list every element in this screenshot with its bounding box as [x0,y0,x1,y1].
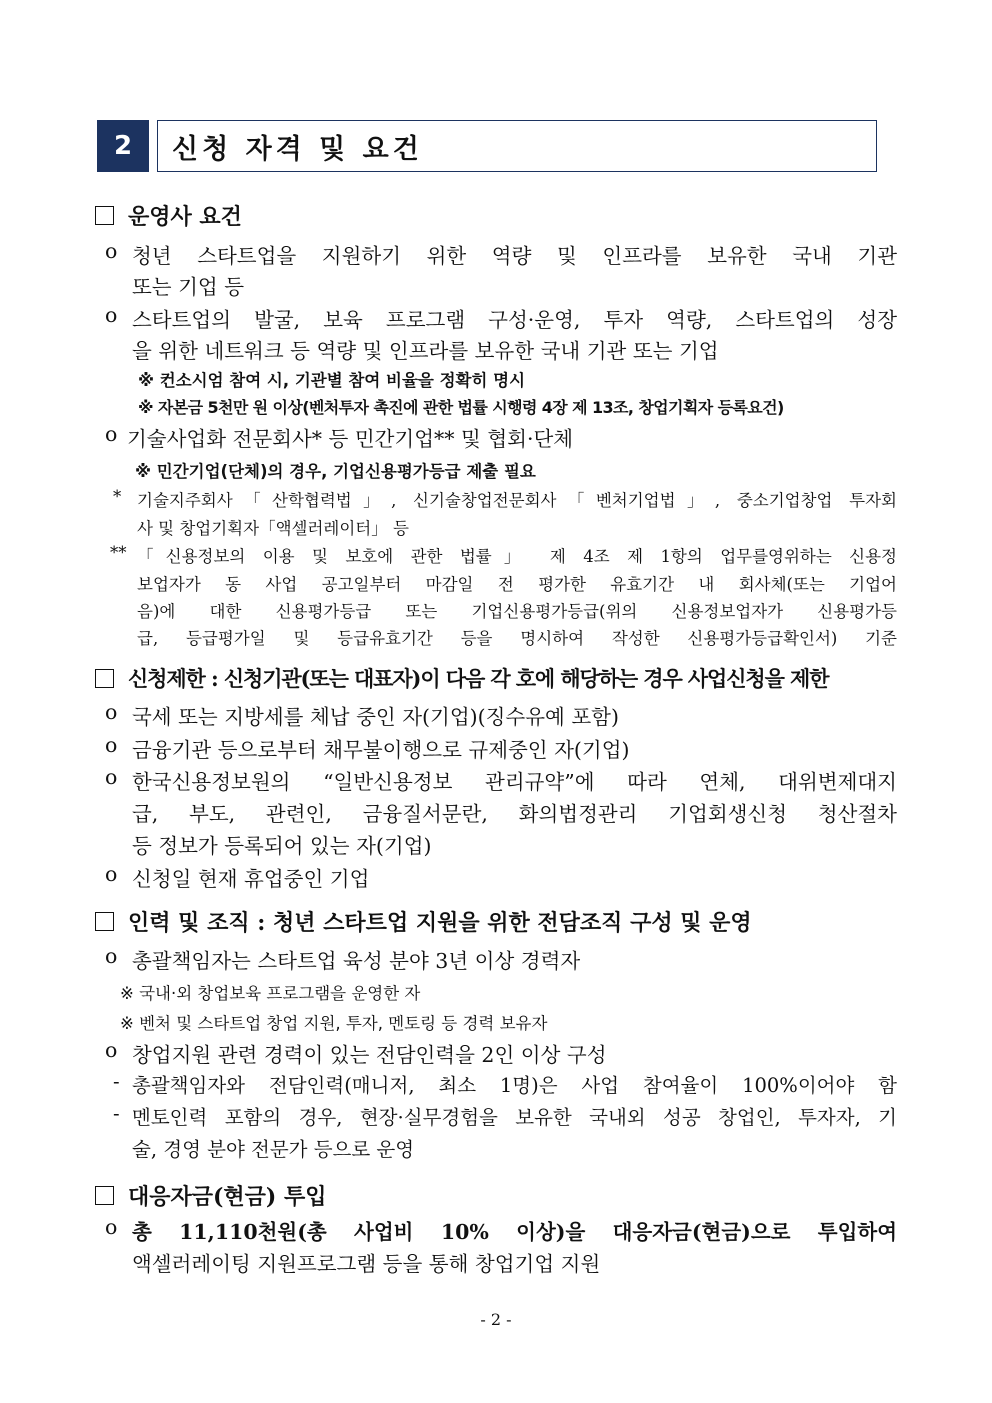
checkbox-square-icon [95,912,114,931]
subsection-application-restrictions [95,663,828,693]
bullet-text: 급, 부도, 관련인, 금융질서문란, 화의법정관리 기업회생신청 청산절차 [132,802,897,826]
subsection-operator-requirements [95,200,242,231]
footnote-marker: ** [110,543,127,562]
bullet-text: 창업지원 관련 경력이 있는 전담인력을 2인 이상 구성 [132,1043,607,1067]
subsection-matching-funds [95,1180,327,1211]
bullet-text: 국세 또는 지방세를 체납 중인 자(기업)(징수유예 포함) [132,705,619,729]
checkbox-square-icon [95,669,114,688]
section-header [97,120,877,172]
page-number: - 2 - [480,1310,512,1329]
dash-text: 술, 경영 분야 전문가 등으로 운영 [132,1138,415,1161]
dash-marker: - [113,1070,120,1093]
dash-marker: - [113,1102,120,1125]
footnote-marker: * [113,487,122,506]
bullet-text: 또는 기업 등 [132,275,245,299]
subsection-title: 대응자금(현금) 투입 [128,1184,327,1210]
bullet-marker: o [105,1215,118,1239]
note-line: ※ 자본금 5천만 원 이상(벤처투자 촉진에 관한 법률 시행령 4장 제 13조, 창업기획자 등록요건) [138,398,784,417]
note-line: ※ 민간기업(단체)의 경우, 기업신용평가등급 제출 필요 [135,462,536,481]
bullet-marker: o [105,862,118,886]
bullet-marker: o [105,700,118,724]
bullet-text: 총괄책임자는 스타트업 육성 분야 3년 이상 경력자 [132,949,581,973]
checkbox-square-icon [95,206,114,225]
bullet-text: 액셀러레이팅 지원프로그램 등을 통해 창업기업 지원 [132,1252,601,1276]
footnote-text: 급, 등급평가일 및 등급유효기간 등을 명시하여 작성한 신용평가등급확인서) 기준 [137,629,897,648]
note-line: ※ 벤처 및 스타트업 창업 지원, 투자, 멘토링 등 경력 보유자 [120,1014,548,1033]
bullet-text: 등 정보가 등록되어 있는 자(기업) [132,834,432,858]
footnote-text: 음)에 대한 신용평가등급 또는 기업신용평가등급(위의 신용정보업자가 신용평가등 [137,602,897,621]
bullet-marker: o [105,765,118,789]
bullet-marker: o [105,239,118,263]
bullet-text: 총 11,110천원(총 사업비 10% 이상)을 대응자금(현금)으로 투입하여 [132,1220,897,1244]
bullet-marker: o [105,303,118,327]
bullet-text: 을 위한 네트워크 등 역량 및 인프라를 보유한 국내 기관 또는 기업 [132,339,719,363]
bullet-marker: o [105,422,118,446]
bullet-marker: o [105,733,118,757]
subsection-title: 운영사 요건 [128,204,242,230]
footnote-text: 기술지주회사「산학협력법」, 신기술창업전문회사「벤처기업법」, 중소기업창업 투자회 [137,491,897,510]
subsection-title: 인력 및 조직 : 청년 스타트업 지원을 위한 전담조직 구성 및 운영 [128,910,752,936]
bullet-text: 금융기관 등으로부터 채무불이행으로 규제중인 자(기업) [132,738,630,762]
subsection-title: 신청제한 : 신청기관(또는 대표자)이 다음 각 호에 해당하는 경우 사업신청을 제한 [128,666,829,691]
section-title-box [157,120,877,172]
section-number-badge: 2 [97,120,149,172]
bullet-text: 스타트업의 발굴, 보육 프로그램 구성·운영, 투자 역량, 스타트업의 성장 [132,308,897,332]
section-title: 신청 자격 및 요건 [172,133,423,165]
dash-text: 멘토인력 포함의 경우, 현장·실무경험을 보유한 국내외 성공 창업인, 투자자, 기 [132,1106,897,1129]
bullet-text: 청년 스타트업을 지원하기 위한 역량 및 인프라를 보유한 국내 기관 [132,244,897,268]
note-line: ※ 국내·외 창업보육 프로그램을 운영한 자 [120,984,421,1003]
subsection-staff-organization [95,906,752,937]
bullet-marker: o [105,944,118,968]
note-line: ※ 컨소시엄 참여 시, 기관별 참여 비율을 정확히 명시 [138,371,526,390]
bullet-text: 기술사업화 전문회사* 등 민간기업** 및 협회·단체 [127,427,574,451]
footnote-text: 사 및 창업기획자「액셀러레이터」 등 [137,519,409,538]
footnote-text: 「신용정보의 이용 및 보호에 관한 법률」 제 4조 제 1항의 업무를영위하는 신용정 [137,547,897,566]
dash-text: 총괄책임자와 전담인력(매니저, 최소 1명)은 사업 참여율이 100%이어야 함 [132,1074,897,1097]
bullet-text: 한국신용정보원의 “일반신용정보 관리규약”에 따라 연체, 대위변제대지 [132,770,897,794]
bullet-marker: o [105,1038,118,1062]
bullet-text: 신청일 현재 휴업중인 기업 [132,867,370,891]
footnote-text: 보업자가 동 사업 공고일부터 마감일 전 평가한 유효기간 내 회사체(또는 기업어 [137,575,897,594]
checkbox-square-icon [95,1186,114,1205]
